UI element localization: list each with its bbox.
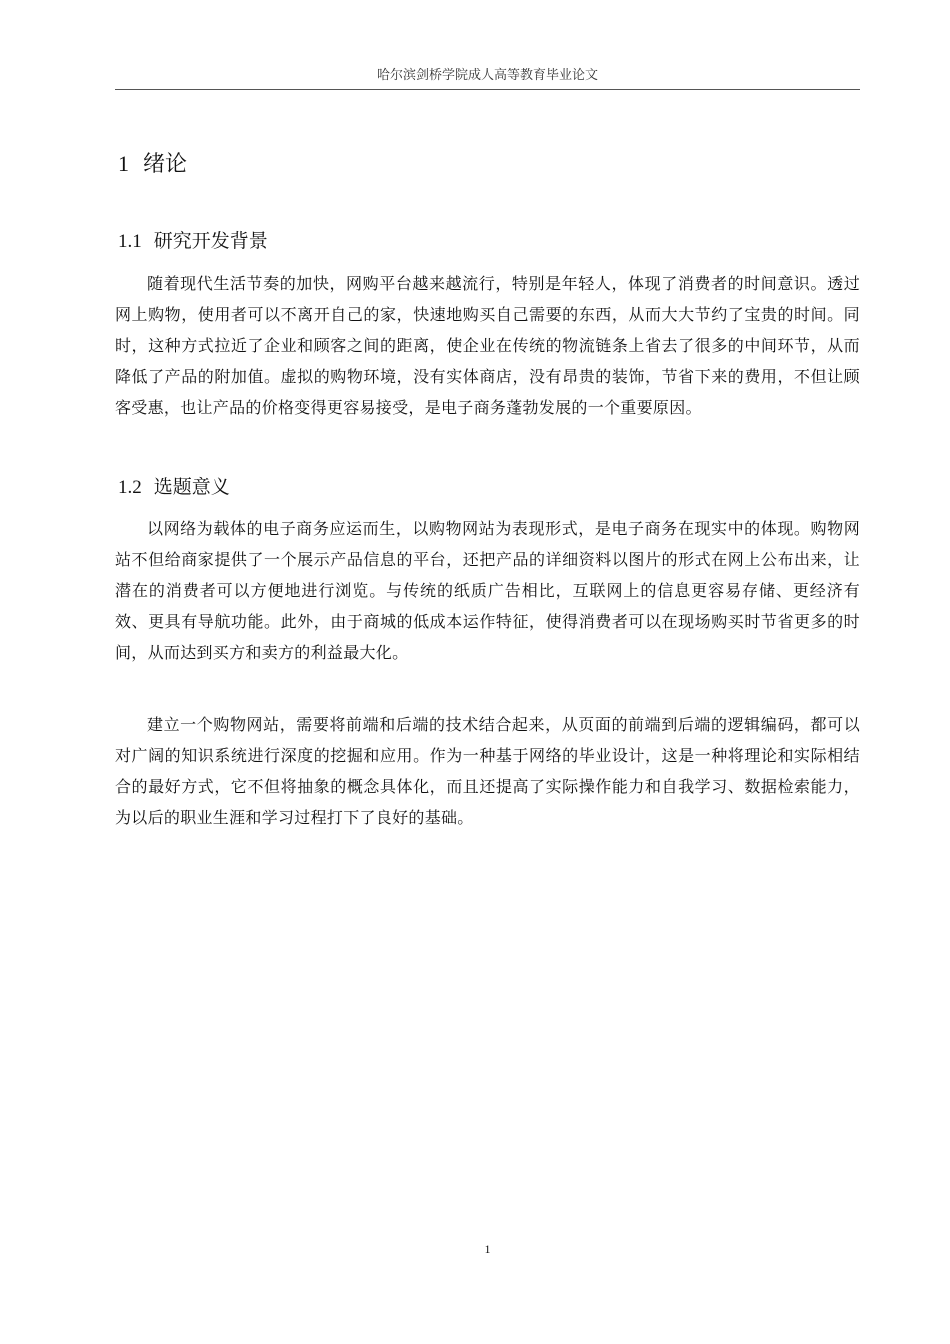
paragraph-significance-2: 建立一个购物网站，需要将前端和后端的技术结合起来，从页面的前端到后端的逻辑编码，都可以对广阔的知识系统进行深度的挖掘和应用。作为一种基于网络的毕业设计，这是一种将理论和实际相结合的最好方式，它不但将抽象的概念具体化，而且还提高了实际操作能力和自我学习、数据检索能力，为以后的职业生涯和学习过程打下了良好的基础。 <box>115 715 860 827</box>
section-number: 1.1 <box>118 231 142 252</box>
chapter-title: 绪论 <box>143 152 188 177</box>
section-number: 1.2 <box>118 477 142 498</box>
section-heading-1-1 <box>118 227 268 256</box>
chapter-number: 1 <box>118 151 129 176</box>
paragraph-significance-1: 以网络为载体的电子商务应运而生，以购物网站为表现形式，是电子商务在现实中的体现。购物网站不但给商家提供了一个展示产品信息的平台，还把产品的详细资料以图片的形式在网上公布出来，让潜在的消费者可以方便地进行浏览。与传统的纸质广告相比，互联网上的信息更容易存储、更经济有效、更具有导航功能。此外，由于商城的低成本运作特征，使得消费者可以在现场购买时节省更多的时间，从而达到买方和卖方的利益最大化。 <box>115 519 860 662</box>
running-header: 哈尔滨剑桥学院成人高等教育毕业论文 <box>376 68 598 83</box>
page-number: 1 <box>484 1242 491 1256</box>
section-heading-1-2 <box>118 473 230 502</box>
chapter-heading <box>118 148 187 181</box>
section-title: 研究开发背景 <box>153 230 268 252</box>
header-divider <box>115 89 860 90</box>
section-title: 选题意义 <box>153 476 230 498</box>
paragraph-background: 随着现代生活节奏的加快，网购平台越来越流行，特别是年轻人，体现了消费者的时间意识。透过网上购物，使用者可以不离开自己的家，快速地购买自己需要的东西，从而大大节约了宝贵的时间。同时，这种方式拉近了企业和顾客之间的距离，使企业在传统的物流链条上省去了很多的中间环节，从而降低了产品的附加值。虚拟的购物环境，没有实体商店，没有昂贵的装饰，节省下来的费用，不但让顾客受惠，也让产品的价格变得更容易接受，是电子商务蓬勃发展的一个重要原因。 <box>115 274 860 417</box>
